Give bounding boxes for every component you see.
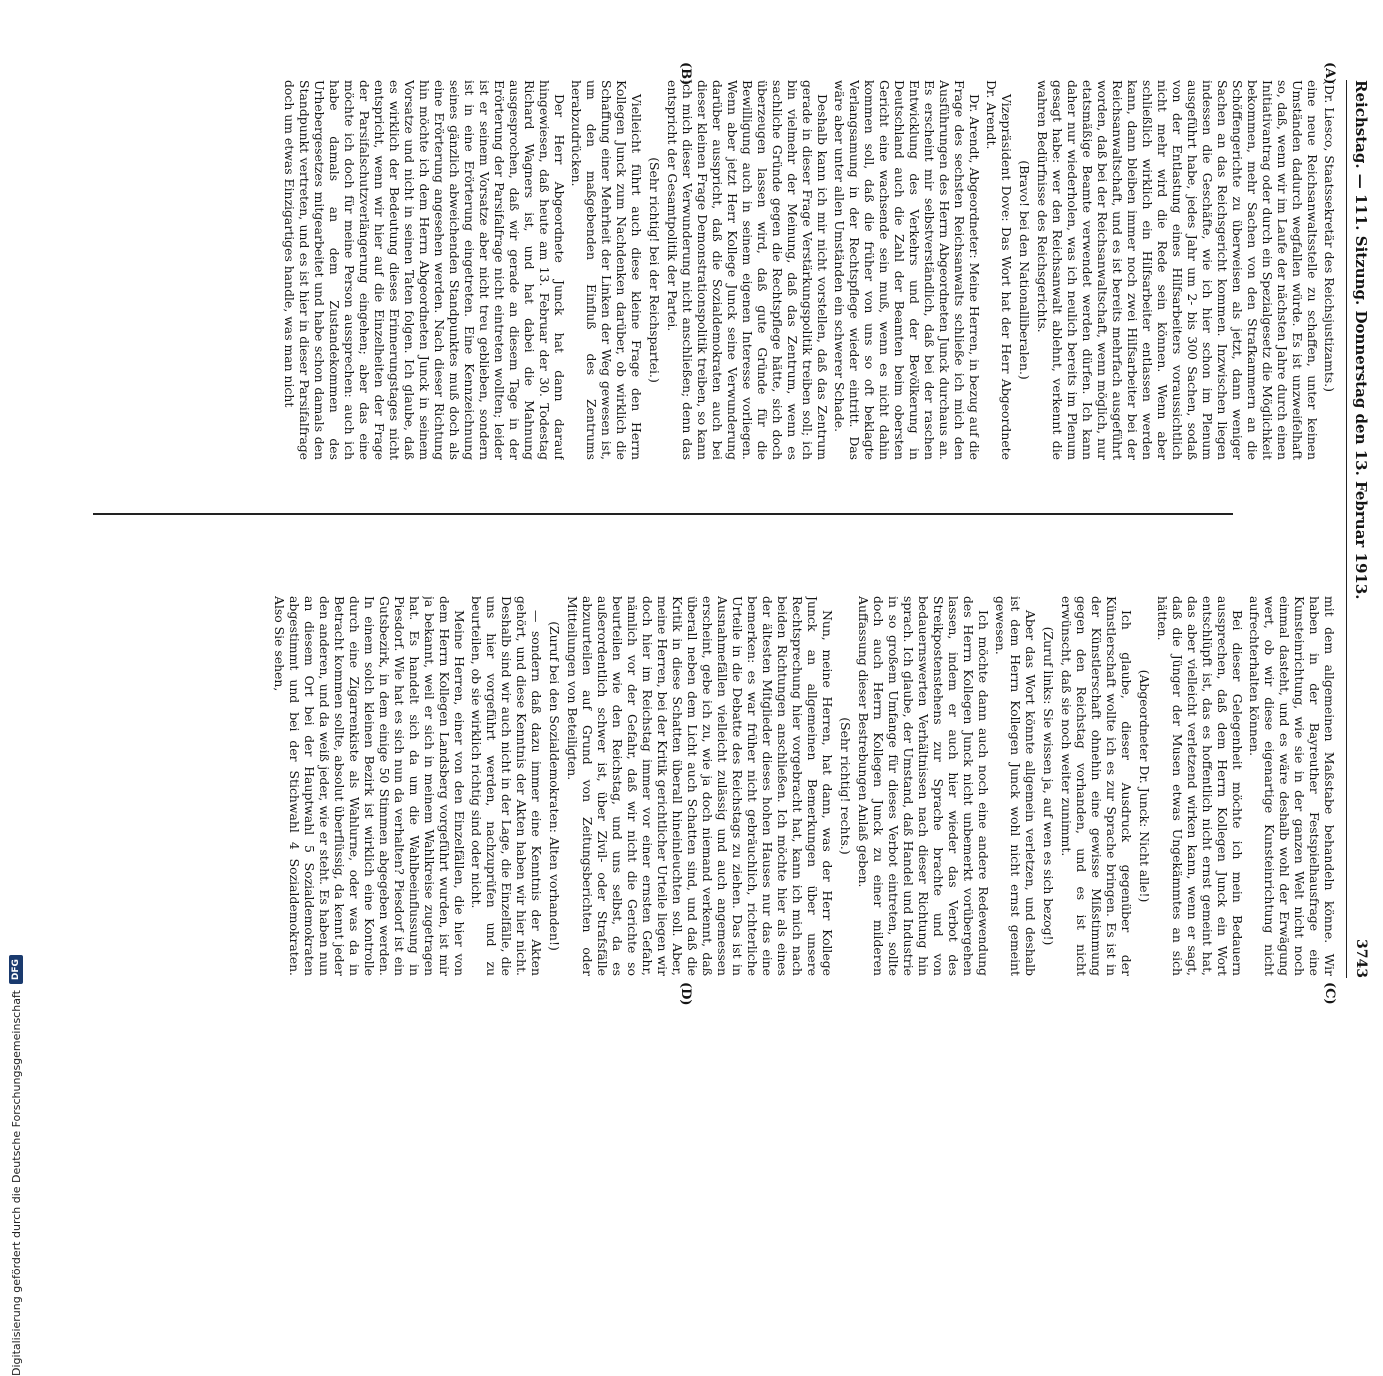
margin-mark-a: (A) (1322, 62, 1337, 85)
paragraph: Ich glaube, dieser Ausdruck gegenüber der Künstlerschaft wollte ich es zur Sprache bringen. Es ist in der Künstlerschaft ohnehin eine gewisse Mißstimmung gegen den Reichstag vorhanden, und es ist nicht erwünscht, daß sie noch weiter zunimmt. (1059, 596, 1134, 976)
paragraph: Aber das Wort könnte allgemein verletzen, und deshalb ist dem Herrn Kollegen Junck wohl nicht ernst gemeint gewesen. (993, 596, 1038, 976)
page-title: Reichstag. — 111. Sitzung. Donnerstag den 13. Februar 1913. (1352, 80, 1370, 600)
page-number: 3743 (1353, 939, 1369, 978)
paragraph: Bei dieser Gelegenheit möchte ich mein Bedauern aussprechen, daß dem Herrn Kollegen Junck ein Wort entschlüpft ist, das es hoffentlich nicht ernst gemeint hat, das aber vielleicht verletzend wirken kann, wenn er sagt, daß die Jünger der Musen etwas Ungekämmtes an sich hätten. (1155, 596, 1245, 976)
margin-mark-c: (C) (1322, 982, 1337, 1005)
paragraph: Vielleicht führt auch diese kleine Frage den Herrn Kollegen Junck zum Nachdenken darüber, ob wirklich die Schaffung einer Mehrheit der Linken der Weg gewesen ist, um den maßgebenden Einfluß des Zentrums herabzudrücken. (569, 80, 644, 460)
interjection: (Zuruf bei den Sozialdemokraten: Alten vorhanden!) (547, 621, 562, 951)
paragraph: eine neue Reichsanwaltsstelle zu schaffen, unter keinen Umständen dadurch wegfallen würde. Es ist unzweifelhaft so, daß, wenn wir im Laufe der nächsten Jahre durch einen Initiativantrag oder durch ein Spezialgesetz die Möglichkeit bekommen, mehr Sachen von den Strafkammern an die Schöffengerichte zu überweisen als jetzt, dann weniger Sachen an das Reichsgericht kommen. Inzwischen liegen indessen die Geschäfte, wie ich hier schon im Plenum ausgeführt habe, jedes Jahr um 2- bis 300 Sachen, sodaß von der Entlastung eines Hilfsarbeiters voraussichtlich nicht mehr wird die Rede sein können. Wenn aber schließlich wirklich ein Hilfsarbeiter entlassen werden kann, dann bleiben immer noch zwei Hilfsarbeiter bei der Reichsanwaltschaft, und es ist bereits mehrfach ausgeführt worden, daß bei der Reichsanwaltschaft, wenn möglich, nur etatsmäßige Beamte verwendet werden dürfen. Ich kann daher nur wiederholen, was ich neulich bereits im Plenum gesagt habe: wer den Reichsanwalt ablehnt, verkennt die wahren Bedürfnisse des Reichsgerichts. (1035, 80, 1320, 460)
paragraph: Deshalb kann ich mir nicht vorstellen, daß das Zentrum gerade in dieser Frage Verstärkungspolitik treiben soll; ich bin vielmehr der Meinung, daß das Zentrum, wenn es sachliche Gründe gegen die Rechtspflege hätte, sich doch überzeugen lassen wird, daß gute Gründe für die Bewilligung auch in seinem eigenen Interesse vorliegen. Wenn aber jetzt Herr Kollege Junck seine Verwunderung darüber ausspricht, daß die Sozialdemokraten auch bei dieser kleinen Frage Demonstrationspolitik treiben, so kann ich mich dieser Verwunderung nicht anschließen; denn das entspricht der Gesamtpolitik der Partei. (665, 80, 830, 460)
paragraph: Meine Herren, einer von den Einzelfällen, die hier von dem Herrn Kollegen Landsberg vorgeführt wurden, ist mir ja bekannt, weil er sich in meinem Wahlkreise zugetragen hat. Es handelt sich da um die Wahlbeeinflussung in Piesdorf. Wie hat es sich nun da verhalten? Piesdorf ist ein Gutsbezirk, in dem einige 50 Stimmen abgegeben werden. In einem solch kleinen Bezirk ist wirklich eine Kontrolle durch eine Zigarrenkiste als Wahlurne, oder was da in Betracht kommen sollte, absolut überflüssig, da kennt jeder den anderen, und da weiß jeder, wie er steht. Es haben nun an diesem Ort bei der Hauptwahl 5 Sozialdemokraten abgestimmt und bei der Stichwahl 4 Sozialdemokraten. Also Sie sehen, (272, 596, 467, 976)
paragraph: mit dem allgemeinen Maßstabe behandeln könne. Wir haben in der Bayreuther Festspielhausfrage eine Kunsteinrichtung, wie sie in der ganzen Welt nicht noch einmal dasteht, und es wäre deshalb wohl der Erwägung wert, ob wir diese eigenartige Kunsteinrichtung nicht aufrechterhalten können. (1247, 596, 1337, 976)
paragraph: — sondern daß dazu immer eine Kenntnis der Akten gehört, und diese Kenntnis der Akten haben wir hier nicht. Deshalb sind wir auch nicht in der Lage, die Einzelfälle, die uns hier vorgeführt werden, nachzuprüfen und zu beurteilen, ob sie wirklich richtig sind oder nicht. (469, 596, 544, 976)
margin-mark-b: (B) (678, 62, 693, 86)
interjection: (Bravo! bei den Nationalliberalen.) (1017, 160, 1032, 380)
paragraph: (Dr. Liesco, Staatssekretär des Reichsjustizamts.) (1322, 80, 1337, 392)
paragraph: Nun, meine Herren, hat dann, was der Herr Kollege Junck an allgemeinen Bemerkungen über unsere Rechtsprechung hier vorgebracht hat, kann ich mich nach beiden Richtungen anschließen. Ich möchte hier als eines der ältesten Mitglieder dieses hohen Hauses nur das eine bemerken: es war früher nicht gebräuchlich, richterliche Urteile in die Debatte des Reichstags zu ziehen. Das ist in Ausnahmefällen vielleicht zulässig und auch angemessen erscheint, gebe ich zu, wie ja doch niemand verkennt, daß überall neben dem Licht auch Schatten sind, und daß die Kritik in diese Schatten überall hineinleuchten soll. Aber, meine Herren, bei der Kritik gerichtlicher Urteile liegen wir doch hier im Reichstag immer vor einer ernsten Gefahr, nämlich vor der Gefahr, daß wir nicht die Gerichte so beurteilen wie den Reichstag, und uns selbst, da es außerordentlich schwer ist, über Zivil- oder Strafsfälle abzuurteilen auf Grund von Zeitungsberichten oder Mitteilungen von Beteiligten. (565, 596, 835, 976)
paragraph: Der Herr Abgeordnete Junck hat dann darauf hingewiesen, daß heute am 13. Februar der 30. Todestag Richard Wagners ist, und hat dabei die Mahnung ausgesprochen, daß wir gerade an diesem Tage in der Erörterung der Parsifalfrage nicht eintreten wollten; leider ist er seinem Vorsatze aber nicht treu geblieben, sondern ist in eine Erörterung eingetreten. Eine Kennzeichnung seines gänzlich abweichenden Standpunktes muß doch als eine Erörterung angesehen werden. Nach dieser Richtung hin möchte ich dem Herrn Abgeordneten Junck in seinem Vorsatze und nicht in seinen Taten folgen. Ich glaube, daß es wirklich der Bedeutung dieses Erinnerungstages nicht entspricht, wenn wir hier auf die Einzelheiten der Frage der Parsifalschutzverlängerung eingehen; aber das eine möchte ich doch für meine Person aussprechen: auch ich habe damals an dem Zustandekommen des Urhebergesetzes mitgearbeitet und habe schon damals den Standpunkt vertreten, und es ist hier in dieser Parsifalfrage doch um etwas Einzigartiges handle, was man nicht (282, 80, 567, 460)
interjection: (Sehr richtig! rechts.) (838, 717, 853, 855)
interjection: (Zuruf links: Sie wissen ja, auf wen es sich bezog!) (1041, 626, 1056, 946)
interjection: (Abgeordneter Dr. Junck: Nicht alle!) (1137, 669, 1152, 903)
margin-mark-d: (D) (678, 982, 693, 1006)
interjection: (Sehr richtig! bei der Reichspartei.) (647, 157, 662, 383)
dfg-logo: DFG (9, 955, 23, 984)
paragraph: Dr. Arendt, Abgeordneter: Meine Herren, in bezug auf die Frage des sechsten Reichsanwalts schließe ich mich den Ausführungen des Herrn Abgeordneten Junck durchaus an. Es erscheint mir selbstverständlich, daß bei der raschen Entwicklung des Verkehrs und der Bevölkerung in Deutschland auch die Zahl der Beamten beim obersten Gericht eine wachsende sein muß, wenn es nicht dahin kommen soll, daß die früher von uns so oft beklagte Verlangsamung in der Rechtspflege wieder eintritt. Das wäre aber unter allen Umständen ein schwerer Schade. (832, 80, 982, 460)
column-divider (93, 513, 1233, 515)
right-text-column (47, 596, 1337, 976)
funding-note-text: Digitalisierung gefördert durch die Deutsche Forschungsgemeinschaft (9, 990, 23, 1376)
page-header (1346, 80, 1375, 978)
paragraph: Ich möchte dann auch noch eine andere Redewendung des Herrn Kollegen Junck nicht unbemerkt vorübergehen lassen, indem er auch hier wieder das Verbot des Streikpostenstehens zur Sprache brachte und von bedauernswerten Verhältnissen nach dieser Richtung hin sprach. Ich glaube, der Umstand, daß Handel und Industrie in so großem Umfange für dieses Verbot eintreten, sollte doch auch Herrn Kollegen Junck zu einer milderen Auffassung dieser Bestrebungen Anlaß geben. (856, 596, 991, 976)
left-text-column (47, 80, 1337, 460)
paragraph: Vizepräsident Dove: Das Wort hat der Herr Abgeordnete Dr. Arendt. (984, 80, 1014, 460)
